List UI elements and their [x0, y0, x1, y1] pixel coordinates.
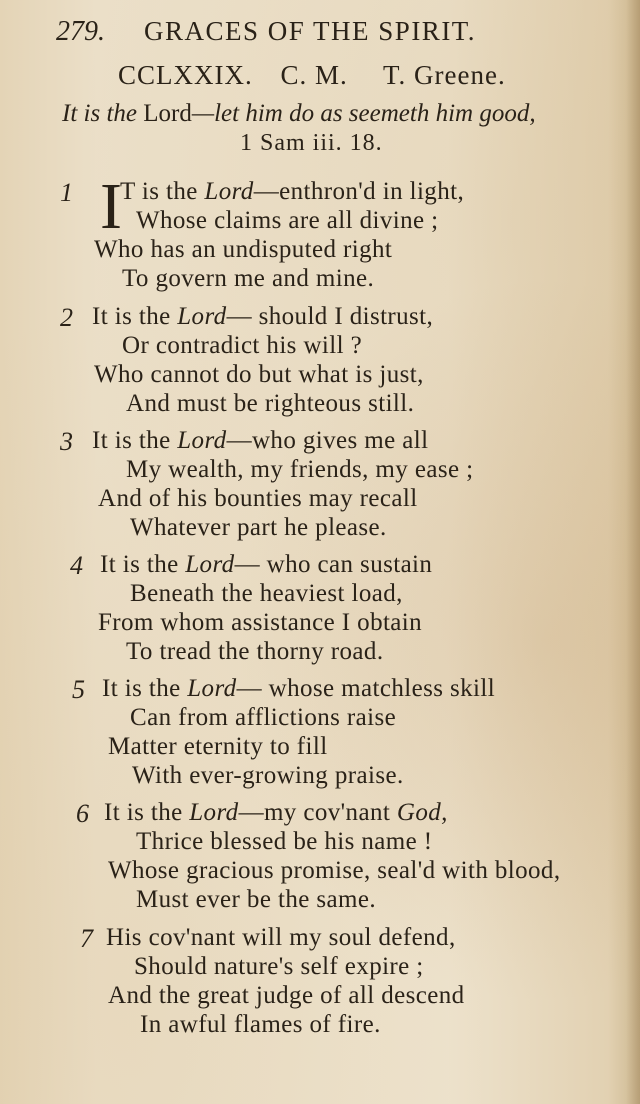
hymn-number: CCLXXIX.: [118, 60, 253, 90]
hymn-author: T. Greene.: [383, 60, 506, 90]
verse-line: Can from afflictions raise: [130, 704, 397, 731]
page-header: [56, 12, 616, 52]
verse-line: It is the Lord— should I distrust,: [92, 303, 434, 330]
stanza-number: 5: [72, 675, 85, 704]
verse-line: It is the Lord— whose matchless skill: [102, 675, 496, 702]
stanza-number: 2: [60, 303, 73, 332]
epigraph: [62, 100, 536, 128]
verse-line: My wealth, my friends, my ease ;: [126, 456, 474, 483]
verse-line: Or contradict his will ?: [122, 332, 363, 359]
verse-line: To tread the thorny road.: [126, 638, 384, 665]
verse-line: It is the Lord—who gives me all: [92, 427, 429, 454]
verse-line: His cov'nant will my soul defend,: [106, 924, 456, 951]
verse-line: Should nature's self expire ;: [134, 953, 424, 980]
verse-line: Must ever be the same.: [136, 886, 376, 913]
stanza-number: 1: [60, 178, 73, 207]
verse-line: And must be righteous still.: [126, 390, 415, 417]
page-number: 279.: [56, 16, 105, 47]
verse-line: Whatever part he please.: [130, 514, 387, 541]
hymn-heading: [118, 60, 538, 91]
verse-line: T is the Lord—enthron'd in light,: [120, 178, 465, 205]
verse-line: It is the Lord— who can sustain: [100, 551, 433, 578]
verse-line: From whom assistance I obtain: [98, 609, 423, 636]
stanza-number: 7: [80, 924, 93, 953]
verse-line: Whose gracious promise, seal'd with blood,: [108, 857, 561, 884]
verse-line: And the great judge of all descend: [108, 982, 465, 1009]
epigraph-part1: It is the: [62, 100, 137, 127]
verse-line: And of his bounties may recall: [98, 485, 418, 512]
running-head: GRACES OF THE SPIRIT.: [144, 16, 477, 46]
stanza-number: 4: [70, 551, 83, 580]
verse-line: Whose claims are all divine ;: [136, 207, 439, 234]
verse-line: With ever-growing praise.: [132, 762, 404, 789]
verse-line: Matter eternity to fill: [108, 733, 328, 760]
verse-line: To govern me and mine.: [122, 265, 375, 292]
hymn-meter: C. M.: [280, 60, 348, 90]
page-edge-shadow: [626, 0, 640, 1104]
stanza-number: 3: [60, 427, 73, 456]
drop-cap: I: [100, 170, 122, 243]
scripture-citation: 1 Sam iii. 18.: [240, 130, 383, 156]
stanza-number: 6: [76, 799, 89, 828]
verse-line: Who cannot do but what is just,: [94, 361, 424, 388]
epigraph-lord: Lord: [143, 100, 192, 127]
verse-line: In awful flames of fire.: [140, 1011, 381, 1038]
epigraph-part2: —let him do as seemeth him good,: [191, 100, 536, 127]
verse-line: Who has an undisputed right: [94, 236, 393, 263]
verse-line: It is the Lord—my cov'nant God,: [104, 799, 448, 826]
verse-line: Beneath the heaviest load,: [130, 580, 403, 607]
verse-line: Thrice blessed be his name !: [136, 828, 433, 855]
